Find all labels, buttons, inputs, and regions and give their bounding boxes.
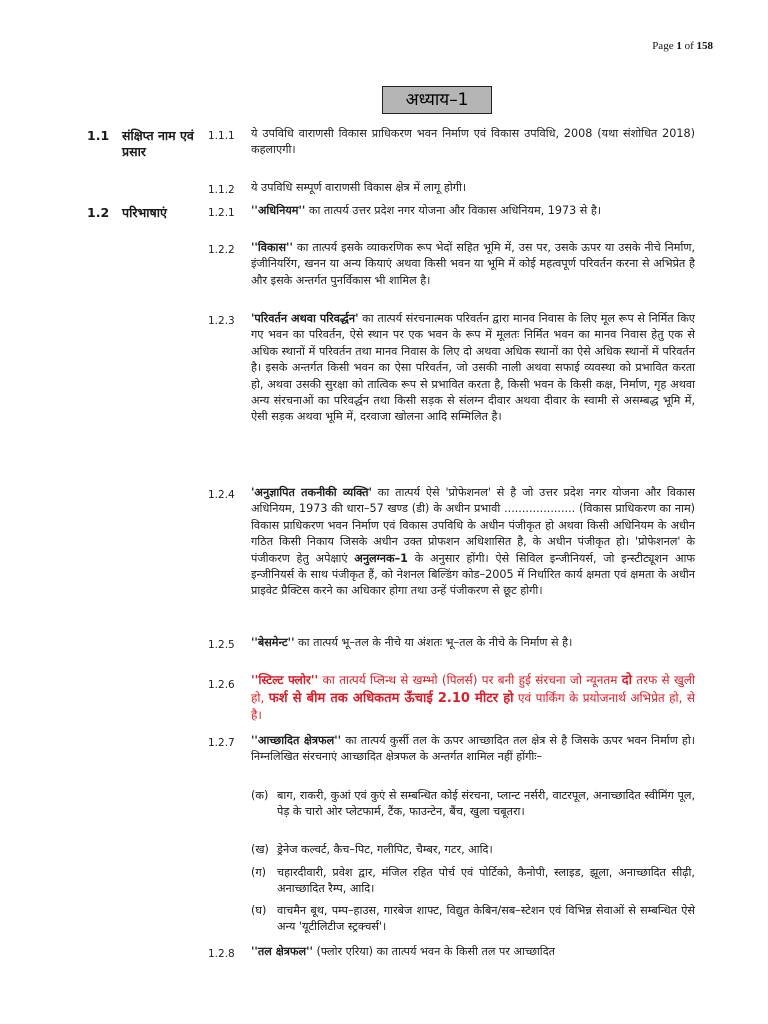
clause-number: 1.2.8 <box>208 948 235 960</box>
clause-number: 1.2.4 <box>208 489 235 501</box>
defined-term: 'अनुज्ञापित तकनीकी व्यक्ति' <box>251 486 372 499</box>
clause-text: ''आच्छादित क्षेत्रफल'' का तात्पर्य कुर्सी तल के ऊपर आच्छादित तल क्षेत्र से है जिसके ऊपर भवन निर्माण हो। निम्नलिखित संरचनाएं आच्छादित क्षेत्रफल के अन्तर्गत शामिल नहीं होंगीः– <box>251 734 695 764</box>
list-item <box>251 788 695 821</box>
clause-number: 1.2.7 <box>208 737 235 749</box>
clause-number: 1.2.6 <box>208 679 235 691</box>
defined-term: ''अधिनियम'' <box>251 204 306 217</box>
annexure-ref: अनुलग्नक–1 <box>354 551 408 565</box>
list-item-label: (घ) <box>251 904 267 917</box>
clause-text-amended: ''स्टिल्ट फ्लोर'' का तात्पर्य प्लिन्थ से खम्भो (पिलर्स) पर बनी हुई संरचना जो न्यूनतम दो तरफ से खुली हो, फर्श से बीम तक अधिकतम ऊँचाई 2.10 मीटर हो एवं पार्किंग के प्रयोजनार्थ अभिप्रेत हो, से है। <box>251 673 696 722</box>
list-item-label: (ग) <box>251 866 267 879</box>
clause-text: ये उपविधि वाराणसी विकास प्राधिकरण भवन निर्माण एवं विकास उपविधि, 2008 (यथा संशोधित 2018) कहलाएगी। <box>251 127 695 157</box>
clause-number: 1.2.5 <box>208 639 235 651</box>
clause-text: 'अनुज्ञापित तकनीकी व्यक्ति' का तात्पर्य ऐसे 'प्रोफेशनल' से है जो उत्तर प्रदेश नगर योजना और विकास अधिनियम, 1973 की धारा–57 खण्ड (डी) के अधीन प्रभावी .................... (विकास प्राधिकरण का नाम) विकास प्राधिकरण भवन निर्माण एवं विकास उपविधि के अधीन पंजीकृत हो अथवा किसी अधिनियम के अधीन गठित किसी निकाय जिसके अधीन उक्त प्रोफशन अधिशासित है, के अधीन पंजीकृत हो। 'प्रोफेशनल' के पंजीकरण हेतु अपेक्षाएं अनुलग्नक–1 के अनुसार होंगी। ऐसे सिविल इन्जीनियर्स, जो इन्स्टीट्यूशन आफ इन्जीनियर्स के साथ पंजीकृत हैं, को नेशनल बिल्डिंग कोड–2005 में निर्धारित कार्य क्षमता एवं क्षमता के अधीन प्राइवेट प्रैक्टिस करने का अधिकार होगा तथा उन्हें पंजीकरण से छूट होगी। <box>251 486 695 598</box>
section-title: परिभाषाएं <box>122 205 167 220</box>
defined-term: ''स्टिल्ट फ्लोर'' <box>251 673 319 687</box>
list-item-text: ड्रेनेज कल्वर्ट, कैच–पिट, गलीपिट, चैम्बर, गटर, आदि। <box>277 843 493 856</box>
section-number: 1.1 <box>87 128 110 143</box>
clause-text: ''बेसमेन्ट'' का तात्पर्य भू–तल के नीचे या अंशतः भू–तल के नीचे के निर्माण से है। <box>251 636 573 649</box>
defined-term: ''तल क्षेत्रफल'' <box>251 945 313 958</box>
section-title: संक्षिप्त नाम एवं प्रसार <box>122 128 194 159</box>
clause-text: ''तल क्षेत्रफल'' (फ्लोर एरिया) का तात्पर्य भवन के किसी तल पर आच्छादित <box>251 945 556 958</box>
list-item-text: बाग, राकरी, कुआं एवं कुएं से सम्बन्धित कोई संरचना, प्लान्ट नर्सरी, वाटरपूल, अनाच्छादित स्वीमिंग पूल, पेड़ के चारो ओर प्लेटफार्म, टैंक, फाउन्टेन, बैंच, खुला चबूतरा। <box>277 789 695 819</box>
clause-number: 1.2.3 <box>208 315 235 327</box>
clause-number: 1.2.1 <box>208 207 235 219</box>
list-item-label: (क) <box>251 789 269 802</box>
defined-term: ''विकास'' <box>251 241 293 254</box>
page-number: Page 1 of 158 <box>652 40 713 52</box>
list-item-label: (ख) <box>251 843 269 856</box>
section-number: 1.2 <box>87 205 110 220</box>
clause-number: 1.1.2 <box>208 184 235 196</box>
defined-term: ''आच्छादित क्षेत्रफल'' <box>251 734 342 747</box>
clause-text: 'परिवर्तन अथवा परिवर्द्धन' का तात्पर्य संरचनात्मक परिवर्तन द्वारा मानव निवास के लिए मूल रूप से निर्मित किए गए भवन का परिवर्तन, ऐसे स्थान पर एक भवन के रूप में मूलतः निर्मित भवन का मानव निवास हेतु एक से अधिक स्थानों में परिवर्तन तथा मानव निवास के लिए दो अथवा अधिक स्थानों का ऐसे अधिक स्थानों में परिवर्तन है। इसके अन्तर्गत किसी भवन का ऐसा परिवर्तन, जो उसकी नाली अथवा सफाई व्यवस्था को प्रभावित करता हो, अथवा उसकी सुरक्षा को तात्विक रूप से प्रभावित करता है, किसी भवन के किसी कक्ष, निर्माण, गृह अथवा अन्य संरचनाओं का परिवर्द्धन तथा किसी सड़क से संलग्न दीवार अथवा दीवार के स्वामी से असम्बद्ध भूमि में, ऐसी सड़क अथवा भूमि में, दरवाजा खोलना आदि सम्मिलित है। <box>251 312 695 424</box>
list-item <box>251 903 695 936</box>
list-item-text: चहारदीवारी, प्रवेश द्वार, मंजिल रहित पोर्च एवं पोर्टिको, कैनोपी, स्लाइड, झूला, अनाच्छादित सीढ़ी, अनाच्छादित रैम्प, आदि। <box>277 866 695 896</box>
clause-text: ''अधिनियम'' का तात्पर्य उत्तर प्रदेश नगर योजना और विकास अधिनियम, 1973 से है। <box>251 204 602 217</box>
clause-number: 1.1.1 <box>208 130 235 142</box>
clause-text: ये उपविधि सम्पूर्ण वाराणसी विकास क्षेत्र में लागू होगी। <box>251 181 467 194</box>
list-item <box>251 842 695 858</box>
defined-term: 'परिवर्तन अथवा परिवर्द्धन' <box>251 312 359 325</box>
defined-term: ''बेसमेन्ट'' <box>251 636 295 649</box>
clause-number: 1.2.2 <box>208 244 235 256</box>
list-item <box>251 865 695 898</box>
list-item-text: वाचमैन बूथ, पम्प–हाउस, गारबेज शाफ्ट, विद्युत केबिन/सब–स्टेशन एवं विभिन्न सेवाओं से सम्बन्धित ऐसे अन्य 'यूटीलिटीज स्ट्रक्चर्स'। <box>277 904 695 934</box>
chapter-heading: अध्याय–1 <box>382 86 492 114</box>
clause-text: ''विकास'' का तात्पर्य इसके व्याकरणिक रूप भेदों सहित भूमि में, उस पर, उसके ऊपर या उसके नीचे निर्माण, इंजीनियरिंग, खनन या अन्य कियाएं अथवा किसी भवन या भूमि में कोई महत्वपूर्ण परिवर्तन करना से अभिप्रेत है और इसके अन्तर्गत पुनर्विकास भी शामिल है। <box>251 241 695 287</box>
